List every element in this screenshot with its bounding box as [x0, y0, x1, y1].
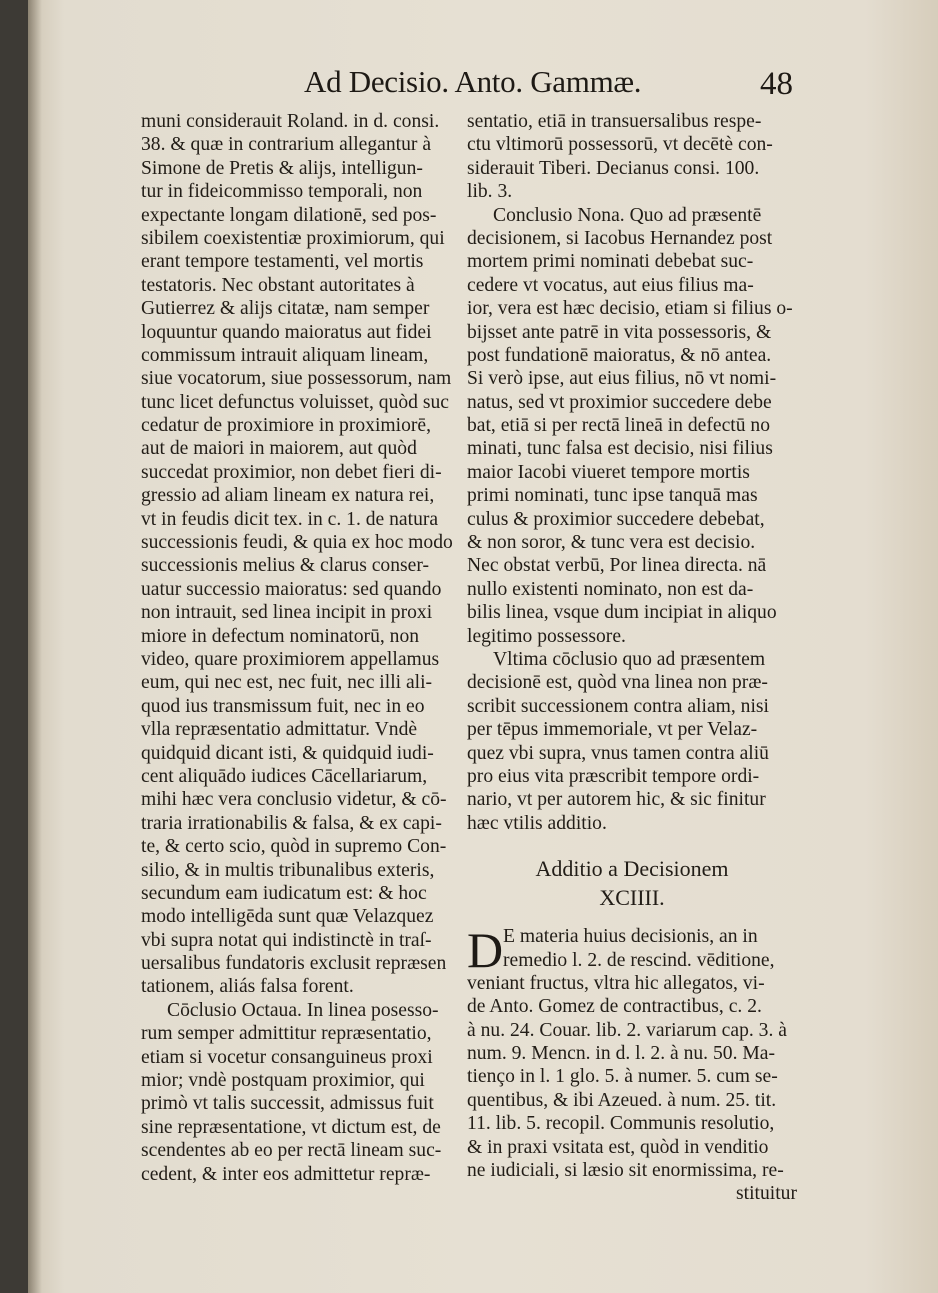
text-line: & in praxi vsitata est, quòd in venditio: [467, 1136, 769, 1158]
text-line: tationem, aliás falsa forent.: [141, 976, 354, 998]
text-line: legitimo possessore.: [467, 625, 626, 647]
drop-cap: D: [467, 922, 504, 979]
book-page: [28, 0, 938, 1293]
paragraph-start-line: Vltima cōclusio quo ad præsentem: [493, 648, 766, 670]
text-line: Nec obstat verbū, Por linea directa. nā: [467, 555, 767, 577]
text-line: scendentes ab eo per rectā lineam suc-: [141, 1140, 442, 1162]
right-column: [467, 110, 797, 1206]
text-line: & non soror, & tunc vera est decisio.: [467, 532, 756, 554]
left-column: [141, 110, 467, 1186]
text-line: cedatur de proximiore in proximiorē,: [141, 415, 432, 437]
text-line: erant tempore testamenti, vel mortis: [141, 251, 424, 273]
paragraph-start-line: Conclusio Nona. Quo ad præsentē: [493, 204, 762, 226]
text-line: tunc licet defunctus voluisset, quòd suc: [141, 391, 449, 413]
text-line: bat, etiā si per rectā lineā in defectū no: [467, 415, 771, 437]
text-line: post fundationē maioratus, & nō antea.: [467, 344, 772, 366]
text-line: sine repræsentatione, vt dictum est, de: [141, 1116, 441, 1138]
text-line: nario, vt per autorem hic, & sic finitur: [467, 789, 766, 811]
text-line: 11. lib. 5. recopil. Communis resolutio,: [467, 1113, 775, 1135]
text-line: culus & proximior succedere debebat,: [467, 508, 765, 530]
text-line: hæc vtilis additio.: [467, 812, 607, 834]
text-line: eum, qui nec est, nec fuit, nec illi ali-: [141, 672, 433, 694]
text-line: Gutierrez & alijs citatæ, nam semper: [141, 298, 430, 320]
text-line: commissum intrauit aliquam lineam,: [141, 344, 429, 366]
text-line: succedat proximior, non debet fieri di-: [141, 461, 442, 483]
text-line: pro eius vita præscribit tempore ordi-: [467, 765, 760, 787]
text-line: vlla repræsentatio admittatur. Vndè: [141, 719, 418, 741]
catchword: stituitur: [736, 1183, 797, 1205]
text-line: traria irrationabilis & falsa, & ex capi-: [141, 812, 442, 834]
text-line: primi nominati, tunc ipse tanquā mas: [467, 485, 758, 507]
text-line: nullo existenti nominato, non est da-: [467, 578, 754, 600]
text-line: lib. 3.: [467, 181, 513, 203]
page-number: 48: [760, 66, 793, 102]
text-line: mortem primi nominati debebat suc-: [467, 251, 754, 273]
text-line: sentatio, etiā in transuersalibus respe-: [467, 111, 762, 132]
text-line: mihi hæc vera conclusio videtur, & cō-: [141, 789, 447, 811]
text-line: à nu. 24. Couar. lib. 2. variarum cap. 3. à: [467, 1019, 787, 1041]
addition-heading: Additio a Decisionem: [535, 856, 729, 882]
text-line: successionis feudi, & quia ex hoc modo: [141, 532, 453, 554]
text-line: secundum eam iudicatum est: & hoc: [141, 882, 427, 904]
text-line: quentibus, & ibi Azeued. à num. 25. tit.: [467, 1089, 777, 1111]
text-line: decisionē est, quòd vna linea non præ-: [467, 672, 768, 694]
text-line: minati, tunc falsa est decisio, nisi filius: [467, 438, 773, 460]
text-line: loquuntur quando maioratus aut fidei: [141, 321, 432, 343]
text-line: tur in fideicommisso temporali, non: [141, 181, 423, 203]
running-header: Ad Decisio. Anto. Gammæ.: [304, 64, 642, 99]
text-line: video, quare proximiorem appellamus: [141, 648, 440, 670]
text-line: successionis melius & clarus conser-: [141, 555, 430, 577]
text-line: sibilem coexistentiæ proximiorum, qui: [141, 227, 445, 249]
text-line: testatoris. Nec obstant autoritates à: [141, 274, 415, 296]
text-line: miore in defectum nominatorū, non: [141, 625, 420, 647]
text-line: non intrauit, sed linea incipit in proxi: [141, 602, 433, 624]
text-line: vbi supra notat qui indistinctè in traſ-: [141, 929, 432, 951]
text-line: uatur successio maioratus: sed quando: [141, 578, 442, 600]
text-line: te, & certo scio, quòd in supremo Con-: [141, 836, 447, 858]
text-line: Simone de Pretis & alijs, intelligun-: [141, 157, 423, 179]
text-line: cent aliquādo iudices Cācellariarum,: [141, 765, 428, 787]
text-line: bijsset ante patrē in vita possessoris, &: [467, 321, 772, 343]
text-line: ne iudiciali, si læsio sit enormissima, re-: [467, 1160, 784, 1182]
text-line: modo intelligēda sunt quæ Velazquez: [141, 906, 434, 928]
text-line: cedere vt vocatus, aut eius filius ma-: [467, 274, 754, 296]
text-line: siderauit Tiberi. Decianus consi. 100.: [467, 157, 760, 179]
text-line: natus, sed vt proximior succedere debe: [467, 391, 772, 413]
text-line: veniant fructus, vltra hic allegatos, vi-: [467, 972, 765, 994]
text-line: per tēpus immemoriale, vt per Velaz-: [467, 719, 758, 741]
text-line: mior; vndè postquam proximior, qui: [141, 1070, 425, 1092]
text-line: gressio ad aliam lineam ex natura rei,: [141, 485, 435, 507]
text-line: uersalibus fundatoris exclusit repræsen: [141, 953, 447, 975]
text-line: ior, vera est hæc decisio, etiam si filius o-: [467, 298, 793, 320]
text-line: rum semper admittitur repræsentatio,: [141, 1023, 432, 1045]
text-line: expectante longam dilationē, sed pos-: [141, 204, 437, 226]
text-line: aut de maiori in maiorem, aut quòd: [141, 438, 417, 460]
addition-heading-number: XCIIII.: [599, 885, 665, 911]
text-line: E materia huius decisionis, an in: [503, 926, 758, 948]
text-line: etiam si vocetur consanguineus proxi: [141, 1046, 433, 1068]
text-line: num. 9. Mencn. in d. l. 2. à nu. 50. Ma-: [467, 1043, 776, 1065]
text-line: tienço in l. 1 glo. 5. à numer. 5. cum se-: [467, 1066, 778, 1088]
text-line: decisionem, si Iacobus Hernandez post: [467, 227, 773, 249]
text-line: remedio l. 2. de rescind. vēditione,: [503, 949, 775, 971]
text-line: primò vt talis successit, admissus fuit: [141, 1093, 434, 1115]
text-line: maior Iacobi viueret tempore mortis: [467, 461, 750, 483]
text-line: muni considerauit Roland. in d. consi.: [141, 111, 440, 132]
text-line: ctu vltimorū possessorū, vt decētè con-: [467, 134, 773, 156]
text-line: cedent, & inter eos admittetur repræ-: [141, 1163, 431, 1185]
text-line: de Anto. Gomez de contractibus, c. 2.: [467, 996, 762, 1018]
text-line: 38. & quæ in contrarium allegantur à: [141, 134, 432, 156]
paragraph-start-line: Cōclusio Octaua. In linea posesso-: [167, 999, 439, 1021]
text-line: bilis linea, vsque dum incipiat in aliquo: [467, 602, 777, 624]
text-line: scribit successionem contra aliam, nisi: [467, 695, 769, 717]
addition-paragraph: [467, 922, 797, 1206]
text-line: quidquid dicant isti, & quidquid iudi-: [141, 742, 434, 764]
text-line: siue vocatorum, siue possessorum, nam: [141, 368, 452, 390]
text-line: quod ius transmissum fuit, nec in eo: [141, 695, 425, 717]
text-line: silio, & in multis tribunalibus exteris,: [141, 859, 435, 881]
text-line: vt in feudis dicit tex. in c. 1. de natura: [141, 508, 439, 530]
text-line: Si verò ipse, aut eius filius, nō vt nomi-: [467, 368, 777, 390]
text-line: quez vbi supra, vnus tamen contra aliū: [467, 742, 769, 764]
